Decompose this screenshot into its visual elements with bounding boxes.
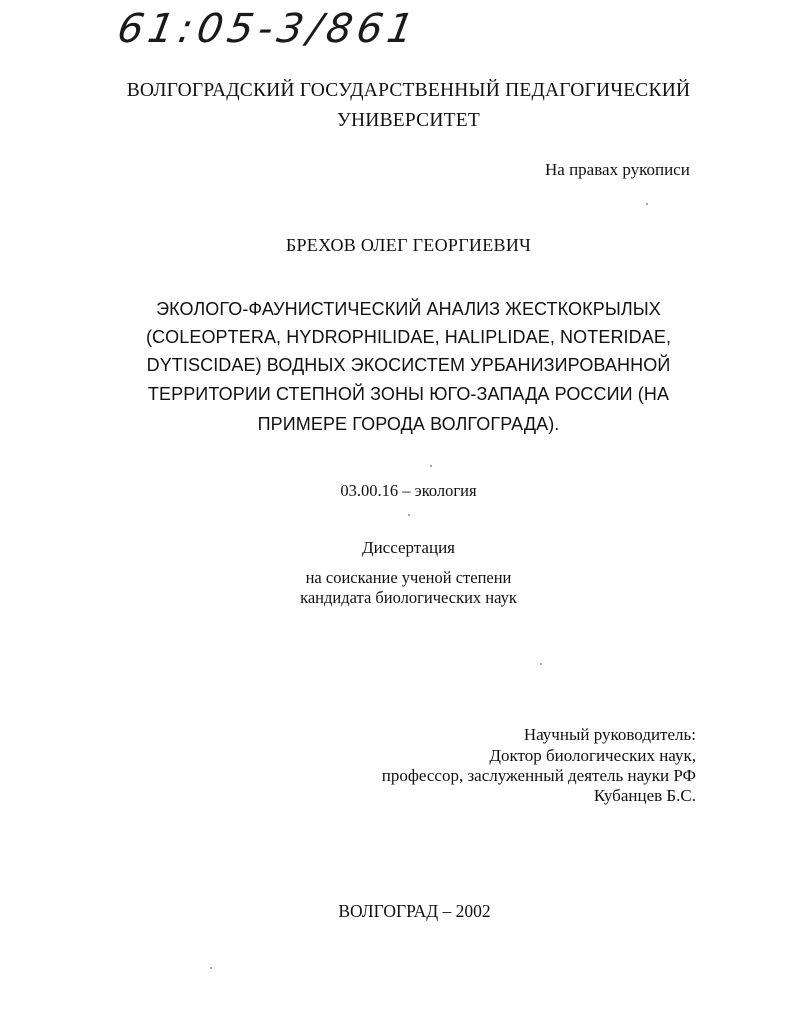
handwritten-catalog-code: 61:05-3/861 [113,6,423,52]
thesis-title-line-1: ЭКОЛОГО-ФАУНИСТИЧЕСКИЙ АНАЛИЗ ЖЕСТКОКРЫЛЫХ [156,299,661,319]
scan-speck [408,514,410,516]
city-and-year: ВОЛГОГРАД – 2002 [338,901,491,921]
scan-speck [210,967,212,969]
university-name-line2: УНИВЕРСИТЕТ [337,110,480,131]
thesis-title-line-3: DYTISCIDAE) ВОДНЫХ ЭКОСИСТЕМ УРБАНИЗИРОВАННОЙ [146,355,671,375]
dissertation-label: Диссертация [361,538,455,557]
university-name-line1: ВОЛГОГРАДСКИЙ ГОСУДАРСТВЕННЫЙ ПЕДАГОГИЧЕСКИЙ [126,80,691,101]
supervisor-title: профессор, заслуженный деятель науки РФ [381,766,696,785]
degree-line-1: на соискание ученой степени [305,568,512,587]
manuscript-rights-label: На правах рукописи [545,160,690,179]
specialty-code: 03.00.16 – экология [340,481,477,500]
supervisor-degree: Доктор биологических наук, [489,746,696,765]
thesis-title-line-5: ПРИМЕРЕ ГОРОДА ВОЛГОГРАДА). [257,414,560,434]
thesis-title-line-2: (COLEOPTERA, HYDROPHILIDAE, HALIPLIDAE, NOTERIDAE, [145,327,672,347]
author-name: БРЕХОВ ОЛЕГ ГЕОРГИЕВИЧ [285,235,532,255]
supervisor-heading: Научный руководитель: [523,725,696,744]
scan-speck [430,465,432,467]
thesis-title-line-4: ТЕРРИТОРИИ СТЕПНОЙ ЗОНЫ ЮГО-ЗАПАДА РОССИИ (НА [147,384,670,404]
supervisor-name: Кубанцев Б.С. [593,786,696,805]
degree-line-2: кандидата биологических наук [300,588,517,607]
scan-speck [646,203,648,205]
scan-speck [540,663,542,665]
